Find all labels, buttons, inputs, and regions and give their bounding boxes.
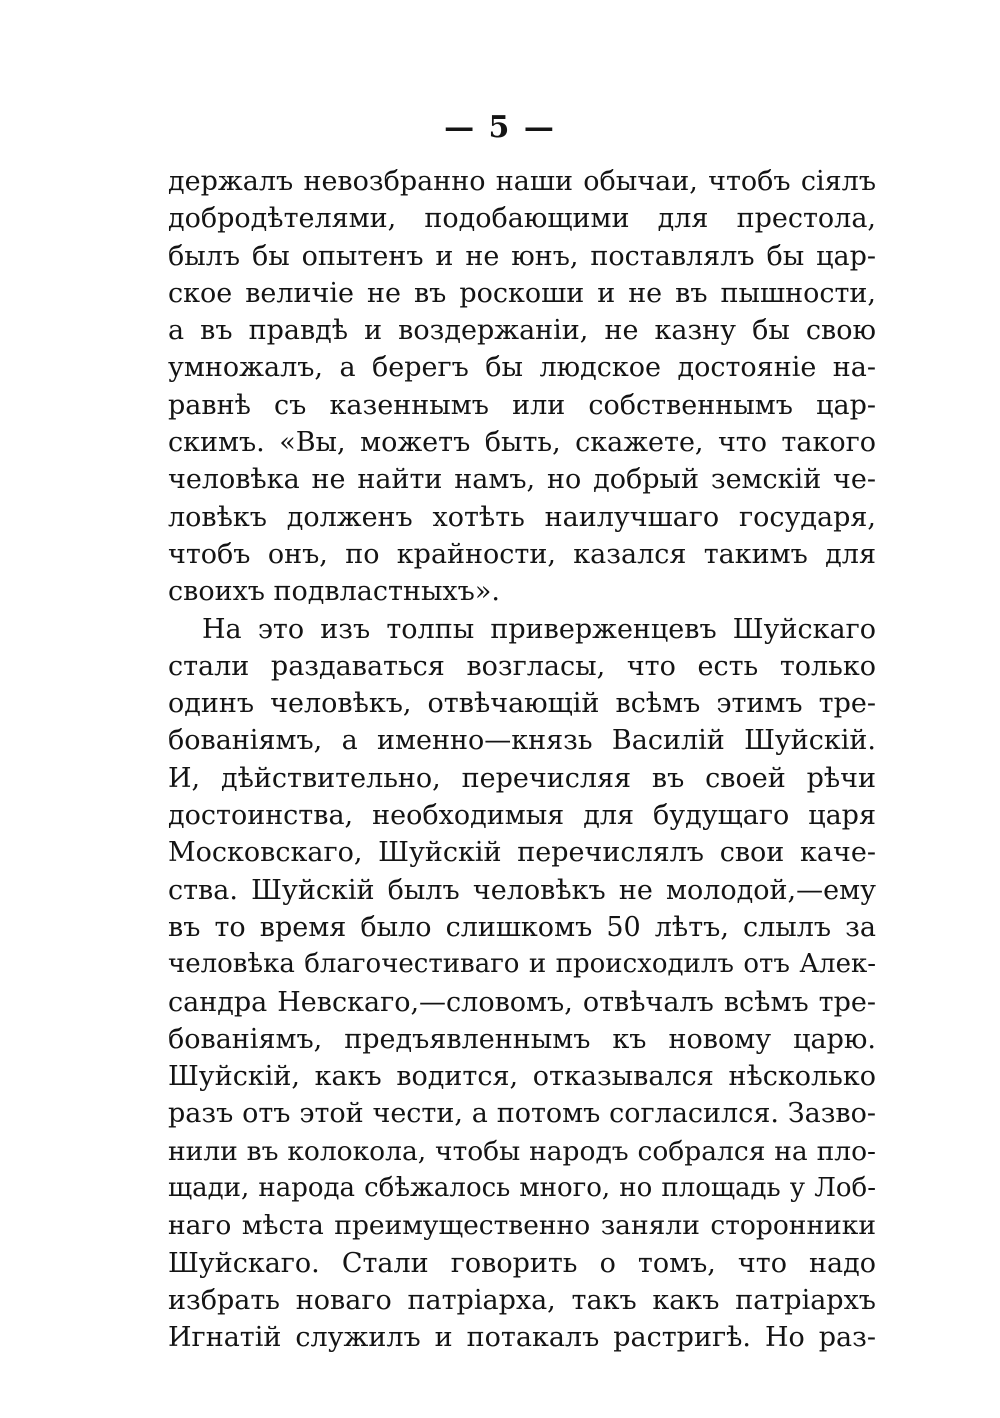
text-line: сандра Невскаго,—словомъ, отвѣчалъ всѣмъ тре- [168, 986, 876, 1018]
text-line: Шуйскаго. Стали говорить о томъ, что надо [168, 1247, 876, 1279]
text-line: одинъ человѣкъ, отвѣчающій всѣмъ этимъ тре- [168, 688, 876, 720]
text-line: бованіямъ, предъявленнымъ къ новому царю. [168, 1023, 876, 1055]
text-line: Московскаго, Шуйскій перечислялъ свои каче- [168, 837, 876, 869]
text-line: своихъ подвластныхъ». [168, 576, 500, 608]
text-line: добродѣтелями, подобающими для престола, [168, 203, 876, 235]
text-line: человѣка не найти намъ, но добрый земскій че- [168, 464, 876, 496]
page-number: — 5 — [444, 110, 556, 145]
text-line: ское величіе не въ роскоши и не въ пышности, [168, 277, 876, 309]
text-line: На это изъ толпы приверженцевъ Шуйскаго [202, 613, 876, 645]
body-text [168, 163, 876, 1357]
text-line: чтобъ онъ, по крайности, казался такимъ для [168, 538, 876, 570]
text-line: щади, народа сбѣжалось много, но площадь у Лоб- [168, 1173, 876, 1204]
text-line: скимъ. «Вы, можетъ быть, скажете, что такого [168, 427, 876, 459]
text-line: бованіямъ, а именно—князь Василій Шуйскій. [168, 725, 876, 757]
text-line: Игнатій служилъ и потакалъ растригѣ. Но раз- [168, 1322, 876, 1354]
text-line: былъ бы опытенъ и не юнъ, поставлялъ бы цар- [168, 240, 876, 272]
text-line: умножалъ, а берегъ бы людское достояніе на- [168, 352, 876, 384]
text-line: человѣка благочестиваго и происходилъ отъ Алек- [168, 949, 876, 980]
text-line: стали раздаваться возгласы, что есть только [168, 650, 876, 682]
text-line: наго мѣста преимущественно заняли сторонники [168, 1210, 876, 1242]
text-line: И, дѣйствительно, перечисляя въ своей рѣчи [168, 762, 876, 794]
text-line: равнѣ съ казеннымъ или собственнымъ цар- [168, 389, 876, 421]
text-line: нили въ колокола, чтобы народъ собрался на пло- [168, 1135, 876, 1167]
text-line: въ то время было слишкомъ 50 лѣтъ, слылъ за [168, 911, 876, 943]
text-line: разъ отъ этой чести, а потомъ согласился. Зазво- [168, 1098, 876, 1130]
text-line: избрать новаго патріарха, такъ какъ патріархъ [168, 1284, 876, 1316]
text-line: держалъ невозбранно наши обычаи, чтобъ сіялъ [168, 166, 876, 197]
text-line: ловѣкъ долженъ хотѣть наилучшаго государя, [168, 501, 876, 533]
text-line: ства. Шуйскій былъ человѣкъ не молодой,—ему [168, 874, 876, 906]
text-line: Шуйскій, какъ водится, отказывался нѣсколько [168, 1061, 876, 1093]
text-line: а въ правдѣ и воздержаніи, не казну бы свою [168, 315, 876, 347]
text-line: достоинства, необходимыя для будущаго царя [168, 800, 876, 832]
